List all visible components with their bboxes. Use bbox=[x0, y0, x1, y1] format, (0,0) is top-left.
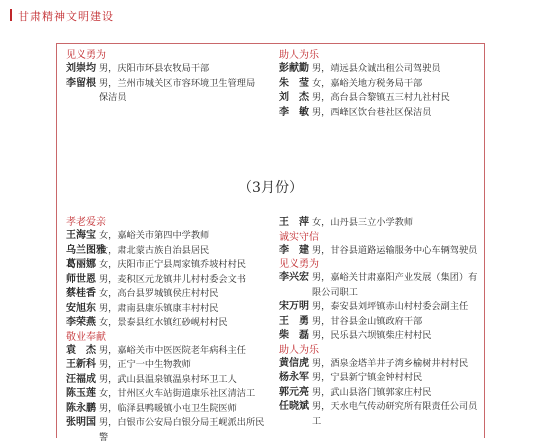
section-title: 孝老爱亲 bbox=[66, 217, 106, 228]
person-name: 蔡桂香 bbox=[66, 288, 96, 299]
person-desc: 男，武山县洛门镇郭家庄村民 bbox=[312, 386, 432, 398]
person-name: 李兴宏 bbox=[279, 272, 309, 283]
person-desc: 男，白银市公安局白银分局王岘派出所民警 bbox=[99, 417, 265, 443]
person-desc: 男，甘谷县金山镇政府干部 bbox=[312, 315, 423, 327]
list-item bbox=[66, 287, 272, 302]
person-desc: 女，景泰县红水镇红砂岘村村民 bbox=[99, 317, 228, 328]
list-item bbox=[279, 216, 479, 231]
list-item bbox=[279, 357, 479, 372]
list-item bbox=[66, 77, 261, 106]
person-desc: 女，高台县罗城镇侯庄村村民 bbox=[99, 288, 219, 299]
person-desc: 男，靖远县众诚出租公司驾驶员 bbox=[312, 63, 441, 74]
list-item bbox=[66, 416, 272, 445]
section-title: 诚实守信 bbox=[279, 231, 319, 243]
list-item bbox=[279, 244, 479, 259]
person-name: 黄信虎 bbox=[279, 357, 309, 369]
bottom-right-column bbox=[279, 170, 479, 429]
person-desc: 女，肃北蒙古族自治县居民 bbox=[99, 244, 210, 256]
person-name: 杨永军 bbox=[279, 372, 309, 383]
person-name: 王 萍 bbox=[279, 217, 309, 228]
person-name: 王海宝 bbox=[66, 230, 96, 241]
person-name: 刘崇均 bbox=[66, 63, 96, 74]
person-name: 王 勇 bbox=[279, 315, 309, 327]
section-title: 助人为乐 bbox=[279, 50, 319, 61]
list-item bbox=[66, 302, 272, 317]
list-item bbox=[279, 371, 479, 386]
person-desc: 男，宁县新宁镇金钟村村民 bbox=[312, 372, 423, 383]
list-item bbox=[66, 316, 272, 331]
list-item bbox=[66, 273, 272, 288]
person-desc: 女，庆阳市正宁县周家镇乔坡村村民 bbox=[99, 259, 246, 270]
list-item bbox=[66, 62, 261, 77]
person-desc: 男，酒泉金塔羊井子湾乡榆树井村村民 bbox=[312, 357, 469, 369]
person-name: 袁 杰 bbox=[66, 344, 96, 356]
person-name: 陈永鹏 bbox=[66, 402, 96, 414]
person-desc: 男，庆阳市环县农牧局干部 bbox=[99, 63, 210, 74]
content-frame bbox=[56, 43, 485, 443]
person-name: 乌兰图雅 bbox=[66, 244, 106, 256]
person-name: 柴 磊 bbox=[279, 330, 309, 341]
list-item bbox=[279, 315, 479, 330]
list-item bbox=[66, 344, 272, 359]
person-name: 郭元亮 bbox=[279, 386, 309, 398]
person-desc: 女，山丹县三立小学教师 bbox=[312, 217, 414, 228]
list-item bbox=[279, 91, 479, 106]
header-accent-bar bbox=[10, 9, 12, 21]
person-desc: 男，临泽县鸭暖镇小屯卫生院医师 bbox=[99, 402, 237, 414]
person-name: 宋万明 bbox=[279, 301, 309, 312]
list-item bbox=[66, 402, 272, 417]
person-name: 彭献勤 bbox=[279, 63, 309, 74]
person-desc: 男，高台县合黎镇五三村九社村民 bbox=[312, 92, 450, 103]
person-name: 陈玉莲 bbox=[66, 388, 96, 399]
list-item bbox=[279, 400, 479, 429]
list-item bbox=[279, 329, 479, 344]
person-desc: 男，麦积区元龙镇井儿村村委会文书 bbox=[99, 273, 246, 285]
entry-list bbox=[66, 62, 261, 106]
top-left-column bbox=[66, 49, 261, 106]
person-name: 李 敏 bbox=[279, 106, 309, 118]
person-name: 李 建 bbox=[279, 244, 309, 256]
person-name: 葛丽娜 bbox=[66, 259, 96, 270]
person-name: 汪福成 bbox=[66, 373, 96, 385]
list-item bbox=[279, 386, 479, 401]
section-title: 敬业奉献 bbox=[66, 331, 106, 343]
header-title: 甘肃精神文明建设 bbox=[18, 10, 114, 23]
section-group bbox=[279, 231, 479, 430]
list-item bbox=[66, 229, 272, 244]
person-desc: 男，兰州市城关区市容环境卫生管理局保洁员 bbox=[99, 77, 256, 103]
section-title: 见义勇为 bbox=[66, 50, 106, 61]
person-desc: 女，甘州区火车站街道康乐社区清洁工 bbox=[99, 388, 256, 399]
section-title: 助人为乐 bbox=[279, 344, 319, 356]
top-right-column bbox=[279, 49, 479, 120]
person-name: 朱 莹 bbox=[279, 77, 309, 89]
person-desc: 男，西峰区饮台巷社区保洁员 bbox=[312, 106, 432, 118]
list-item bbox=[279, 77, 479, 92]
list-item bbox=[66, 244, 272, 259]
person-desc: 男，泰安县刘坪镇赤山村村委会副主任 bbox=[312, 301, 469, 312]
person-desc: 男，嘉峪关市中医医院老年病科主任 bbox=[99, 344, 246, 356]
list-item bbox=[279, 271, 479, 300]
person-name: 王新科 bbox=[66, 359, 96, 370]
person-desc: 女，嘉峪关地方税务局干部 bbox=[312, 77, 423, 89]
person-desc: 男，嘉峪关甘肃嘉阳产业发展（集团）有限公司职工 bbox=[312, 272, 478, 298]
person-name: 安旭东 bbox=[66, 302, 96, 314]
list-item bbox=[66, 358, 272, 373]
month-label: （3月份） bbox=[238, 180, 303, 196]
person-name: 李荣燕 bbox=[66, 317, 96, 328]
list-item bbox=[279, 300, 479, 315]
entry-list bbox=[279, 62, 479, 120]
person-desc: 男，武山县温泉镇温泉村环卫工人 bbox=[99, 373, 237, 385]
list-item bbox=[66, 373, 272, 388]
person-name: 任晓斌 bbox=[279, 401, 309, 412]
person-desc: 男，正宁一中生物教师 bbox=[99, 359, 191, 370]
list-item bbox=[279, 62, 479, 77]
person-desc: 男，肃南县康乐镇康丰村村民 bbox=[99, 302, 219, 314]
person-desc: 男，天水电气传动研究所有限责任公司员工 bbox=[312, 401, 478, 427]
list-item bbox=[66, 258, 272, 273]
bottom-left-column bbox=[66, 216, 272, 445]
person-name: 张明国 bbox=[66, 417, 96, 428]
person-name: 刘 杰 bbox=[279, 92, 309, 103]
person-desc: 女，嘉峪关市第四中学教师 bbox=[99, 230, 210, 241]
person-name: 李留根 bbox=[66, 77, 96, 89]
list-item bbox=[66, 387, 272, 402]
person-desc: 男，甘谷县道路运输服务中心车辆驾驶员 bbox=[312, 244, 478, 256]
list-item bbox=[279, 106, 479, 121]
person-desc: 男，民乐县六坝镇柴庄村村民 bbox=[312, 330, 432, 341]
person-name: 师世恩 bbox=[66, 273, 96, 285]
section-title: 见义勇为 bbox=[279, 259, 319, 270]
